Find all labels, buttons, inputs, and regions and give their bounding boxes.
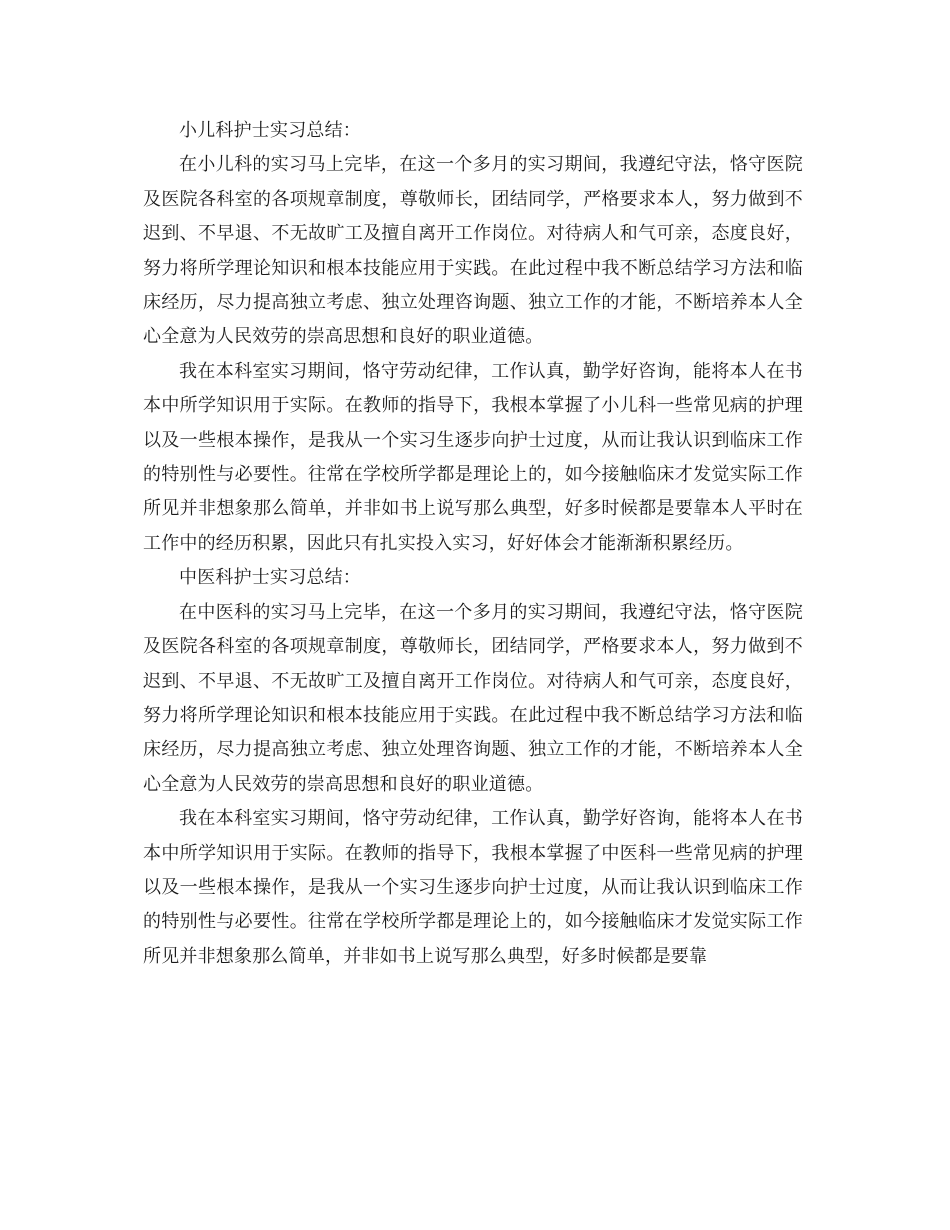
section-heading-tcm: 中医科护士实习总结： [179, 567, 361, 589]
paragraph-tcm-2: 我在本科室实习期间，恪守劳动纪律，工作认真，勤学好咨询，能将本人在书本中所学知识用于实际。在教师的指导下，我根本掌握了中医科一些常见病的护理以及一些根本操作，是我从一个实习生逐步向护士过度，从而让我认识到临床工作的特别性与必要性。往常在学校所学都是理论上的，如今接触临床才发觉实际工作所见并非想象那么简单，并非如书上说写那么典型，好多时候都是要靠 [143, 808, 803, 967]
paragraph-pediatrics-2: 我在本科室实习期间，恪守劳动纪律，工作认真，勤学好咨询，能将本人在书本中所学知识用于实际。在教师的指导下，我根本掌握了小儿科一些常见病的护理以及一些根本操作，是我从一个实习生逐步向护士过度，从而让我认识到临床工作的特别性与必要性。往常在学校所学都是理论上的，如今接触临床才发觉实际工作所见并非想象那么简单，并非如书上说写那么典型，好多时候都是要靠本人平时在工作中的经历积累，因此只有扎实投入实习，好好体会才能渐渐积累经历。 [143, 360, 803, 554]
document-body [143, 114, 803, 974]
section-heading-pediatrics: 小儿科护士实习总结： [179, 120, 361, 141]
paragraph-tcm-1: 在中医科的实习马上完毕，在这一个多月的实习期间，我遵纪守法，恪守医院及医院各科室的各项规章制度，尊敬师长，团结同学，严格要求本人，努力做到不迟到、不早退、不无故旷工及擅自离开工作岗位。对待病人和气可亲，态度良好，努力将所学理论知识和根本技能应用于实践。在此过程中我不断总结学习方法和临床经历，尽力提高独立考虑、独立处理咨询题、独立工作的才能，不断培养本人全心全意为人民效劳的崇高思想和良好的职业道德。 [143, 601, 803, 795]
paragraph-pediatrics-1: 在小儿科的实习马上完毕，在这一个多月的实习期间，我遵纪守法，恪守医院及医院各科室的各项规章制度，尊敬师长，团结同学，严格要求本人，努力做到不迟到、不早退、不无故旷工及擅自离开工作岗位。对待病人和气可亲，态度良好，努力将所学理论知识和根本技能应用于实践。在此过程中我不断总结学习方法和临床经历，尽力提高独立考虑、独立处理咨询题、独立工作的才能，不断培养本人全心全意为人民效劳的崇高思想和良好的职业道德。 [143, 154, 803, 348]
